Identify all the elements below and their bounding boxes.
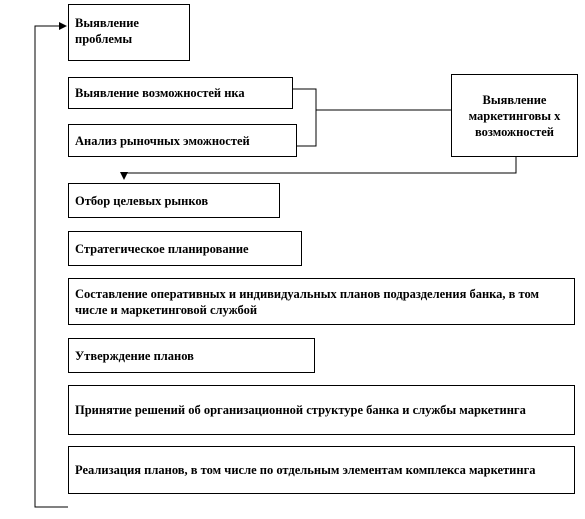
step-bank-opportunities-label: Выявление возможностей нка — [75, 86, 245, 100]
feedback-loop-arrow — [35, 26, 68, 507]
step-implementation-label: Реализация планов, в том числе по отдельным элементам комплекса маркетинга — [75, 463, 536, 477]
step-strategic-planning — [68, 231, 302, 266]
step-operational-plans — [68, 278, 575, 325]
step-marketing-opportunities — [451, 74, 578, 157]
step-marketing-opportunities-label: Выявление маркетинговы х возможностей — [468, 92, 561, 139]
step-target-markets — [68, 183, 280, 218]
step-target-markets-label: Отбор целевых рынков — [75, 193, 209, 208]
step-operational-plans-label: Составление оперативных и индивидуальных планов подразделения банка, в том числе и маркетинговой службой — [75, 286, 540, 317]
step-strategic-planning-label: Стратегическое планирование — [75, 241, 249, 256]
step-problems — [68, 4, 190, 61]
step-market-analysis-label: Анализ рыночных эможностей — [75, 133, 250, 148]
step-implementation — [68, 446, 575, 494]
marketing-to-target-arrow — [124, 157, 516, 179]
step-org-structure-label: Принятие решений об организационной структуре банка и службы маркетинга — [75, 403, 526, 417]
step-market-analysis — [68, 124, 297, 157]
step-problems-label: Выявление проблемы — [75, 16, 139, 46]
step-org-structure — [68, 385, 575, 435]
step-bank-opportunities — [68, 77, 293, 109]
step-plan-approval-label: Утверждение планов — [75, 348, 194, 363]
step-plan-approval — [68, 338, 315, 373]
